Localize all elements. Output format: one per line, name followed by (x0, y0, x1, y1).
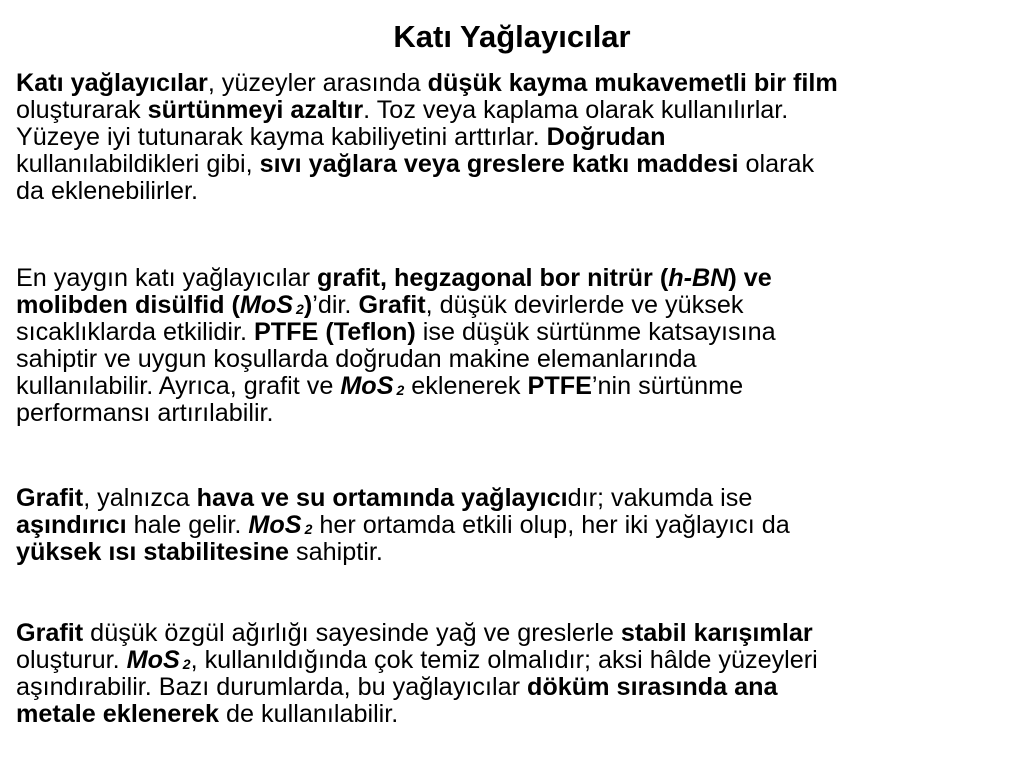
text-run: da eklenebilirler. (16, 177, 199, 205)
text-line (16, 701, 1016, 728)
text-run: MoS (126, 646, 180, 674)
text-run: ’dir. (312, 291, 359, 319)
text-line (16, 151, 1016, 178)
text-line (16, 97, 1016, 124)
text-run: Grafit (16, 484, 84, 512)
text-run: düşük özgül ağırlığı sayesinde yağ ve greslerle (83, 619, 621, 647)
text-run: her ortamda etkili olup, her iki yağlayıcı da (312, 511, 790, 539)
text-run: eklenerek (404, 372, 528, 400)
text-line (16, 178, 1016, 205)
text-run: sahiptir ve uygun koşullarda doğrudan makine elemanlarında (16, 345, 697, 373)
text-run: performansı artırılabilir. (16, 399, 274, 427)
text-run: Katı yağlayıcılar (16, 69, 208, 97)
text-line (16, 674, 1016, 701)
text-run: hale gelir. (126, 511, 249, 539)
text-line (16, 124, 1016, 151)
text-line (16, 512, 1016, 539)
text-line (16, 346, 1016, 373)
text-run: de kullanılabilir. (219, 700, 399, 728)
text-line (16, 485, 1016, 512)
subscript-text: 2 (182, 656, 191, 672)
text-line (16, 539, 1016, 566)
text-run: dır; vakumda ise (567, 484, 753, 512)
text-run: Grafit (358, 291, 426, 319)
text-run: aşındırıcı (16, 511, 127, 539)
text-run: , yüzeyler arasında (207, 69, 428, 97)
text-run: ’nin sürtünme (591, 372, 744, 400)
text-run: MoS (248, 511, 302, 539)
text-run: ) (303, 291, 313, 319)
text-run: oluşturur. (16, 646, 127, 674)
subscript-text: 2 (396, 382, 405, 398)
text-run: PTFE (Teflon) (253, 318, 416, 346)
text-run: , yalnızca (83, 484, 197, 512)
text-run: Doğrudan (546, 123, 666, 151)
text-run: PTFE (527, 372, 592, 400)
paragraph-graphite-mixtures (16, 620, 1016, 728)
text-run: Grafit (16, 619, 84, 647)
text-run: , düşük devirlerde ve yüksek (425, 291, 744, 319)
text-run: En yaygın katı yağlayıcılar (16, 264, 317, 292)
text-run: olarak (738, 150, 815, 178)
text-run: stabil karışımlar (620, 619, 813, 647)
text-run: metale eklenerek (16, 700, 220, 728)
text-run: Yüzeye iyi tutunarak kayma kabiliyetini arttırlar. (16, 123, 547, 151)
subscript-text: 2 (296, 301, 304, 317)
text-run: h-BN (668, 264, 729, 292)
text-run: , kullanıldığında çok temiz olmalıdır; aksi hâlde yüzeyleri (190, 646, 818, 674)
text-line (16, 319, 1016, 346)
text-line (16, 400, 1016, 427)
paragraph-graphite-environment (16, 485, 1016, 566)
text-run: düşük kayma mukavemetli bir film (427, 69, 838, 97)
text-run: sürtünmeyi azaltır (147, 96, 364, 124)
text-line (16, 620, 1016, 647)
text-run: ise düşük sürtünme katsayısına (415, 318, 776, 346)
text-run: aşındırabilir. Bazı durumlarda, bu yağlayıcılar (16, 673, 527, 701)
text-run: döküm sırasında ana (527, 673, 778, 701)
text-run: yüksek ısı stabilitesine (16, 538, 290, 566)
text-run: hava ve su ortamında yağlayıcı (196, 484, 568, 512)
text-line (16, 70, 1016, 97)
text-run: sahiptir. (289, 538, 383, 566)
text-run: sıcaklıklarda etkilidir. (16, 318, 254, 346)
text-line (16, 292, 1016, 319)
text-run: kullanılabildikleri gibi, (16, 150, 260, 178)
text-run: sıvı yağlara veya greslere katkı maddesi (259, 150, 739, 178)
text-run: molibden disülfid ( (16, 291, 240, 319)
text-run: ) ve (728, 264, 772, 292)
text-run: . Toz veya kaplama olarak kullanılırlar. (363, 96, 789, 124)
text-line (16, 265, 1016, 292)
slide-title: Katı Yağlayıcılar (393, 19, 631, 54)
subscript-text: 2 (304, 521, 313, 537)
text-run: kullanılabilir. Ayrıca, grafit ve (16, 372, 341, 400)
paragraph-solid-lubricants (16, 70, 1016, 205)
text-run: oluşturarak (16, 96, 148, 124)
text-run: MoS (239, 291, 294, 319)
text-line (16, 373, 1016, 400)
text-run: grafit, hegzagonal bor nitrür ( (317, 264, 669, 292)
text-line (16, 647, 1016, 674)
text-run: MoS (340, 372, 394, 400)
paragraph-common-lubricants (16, 265, 1016, 427)
